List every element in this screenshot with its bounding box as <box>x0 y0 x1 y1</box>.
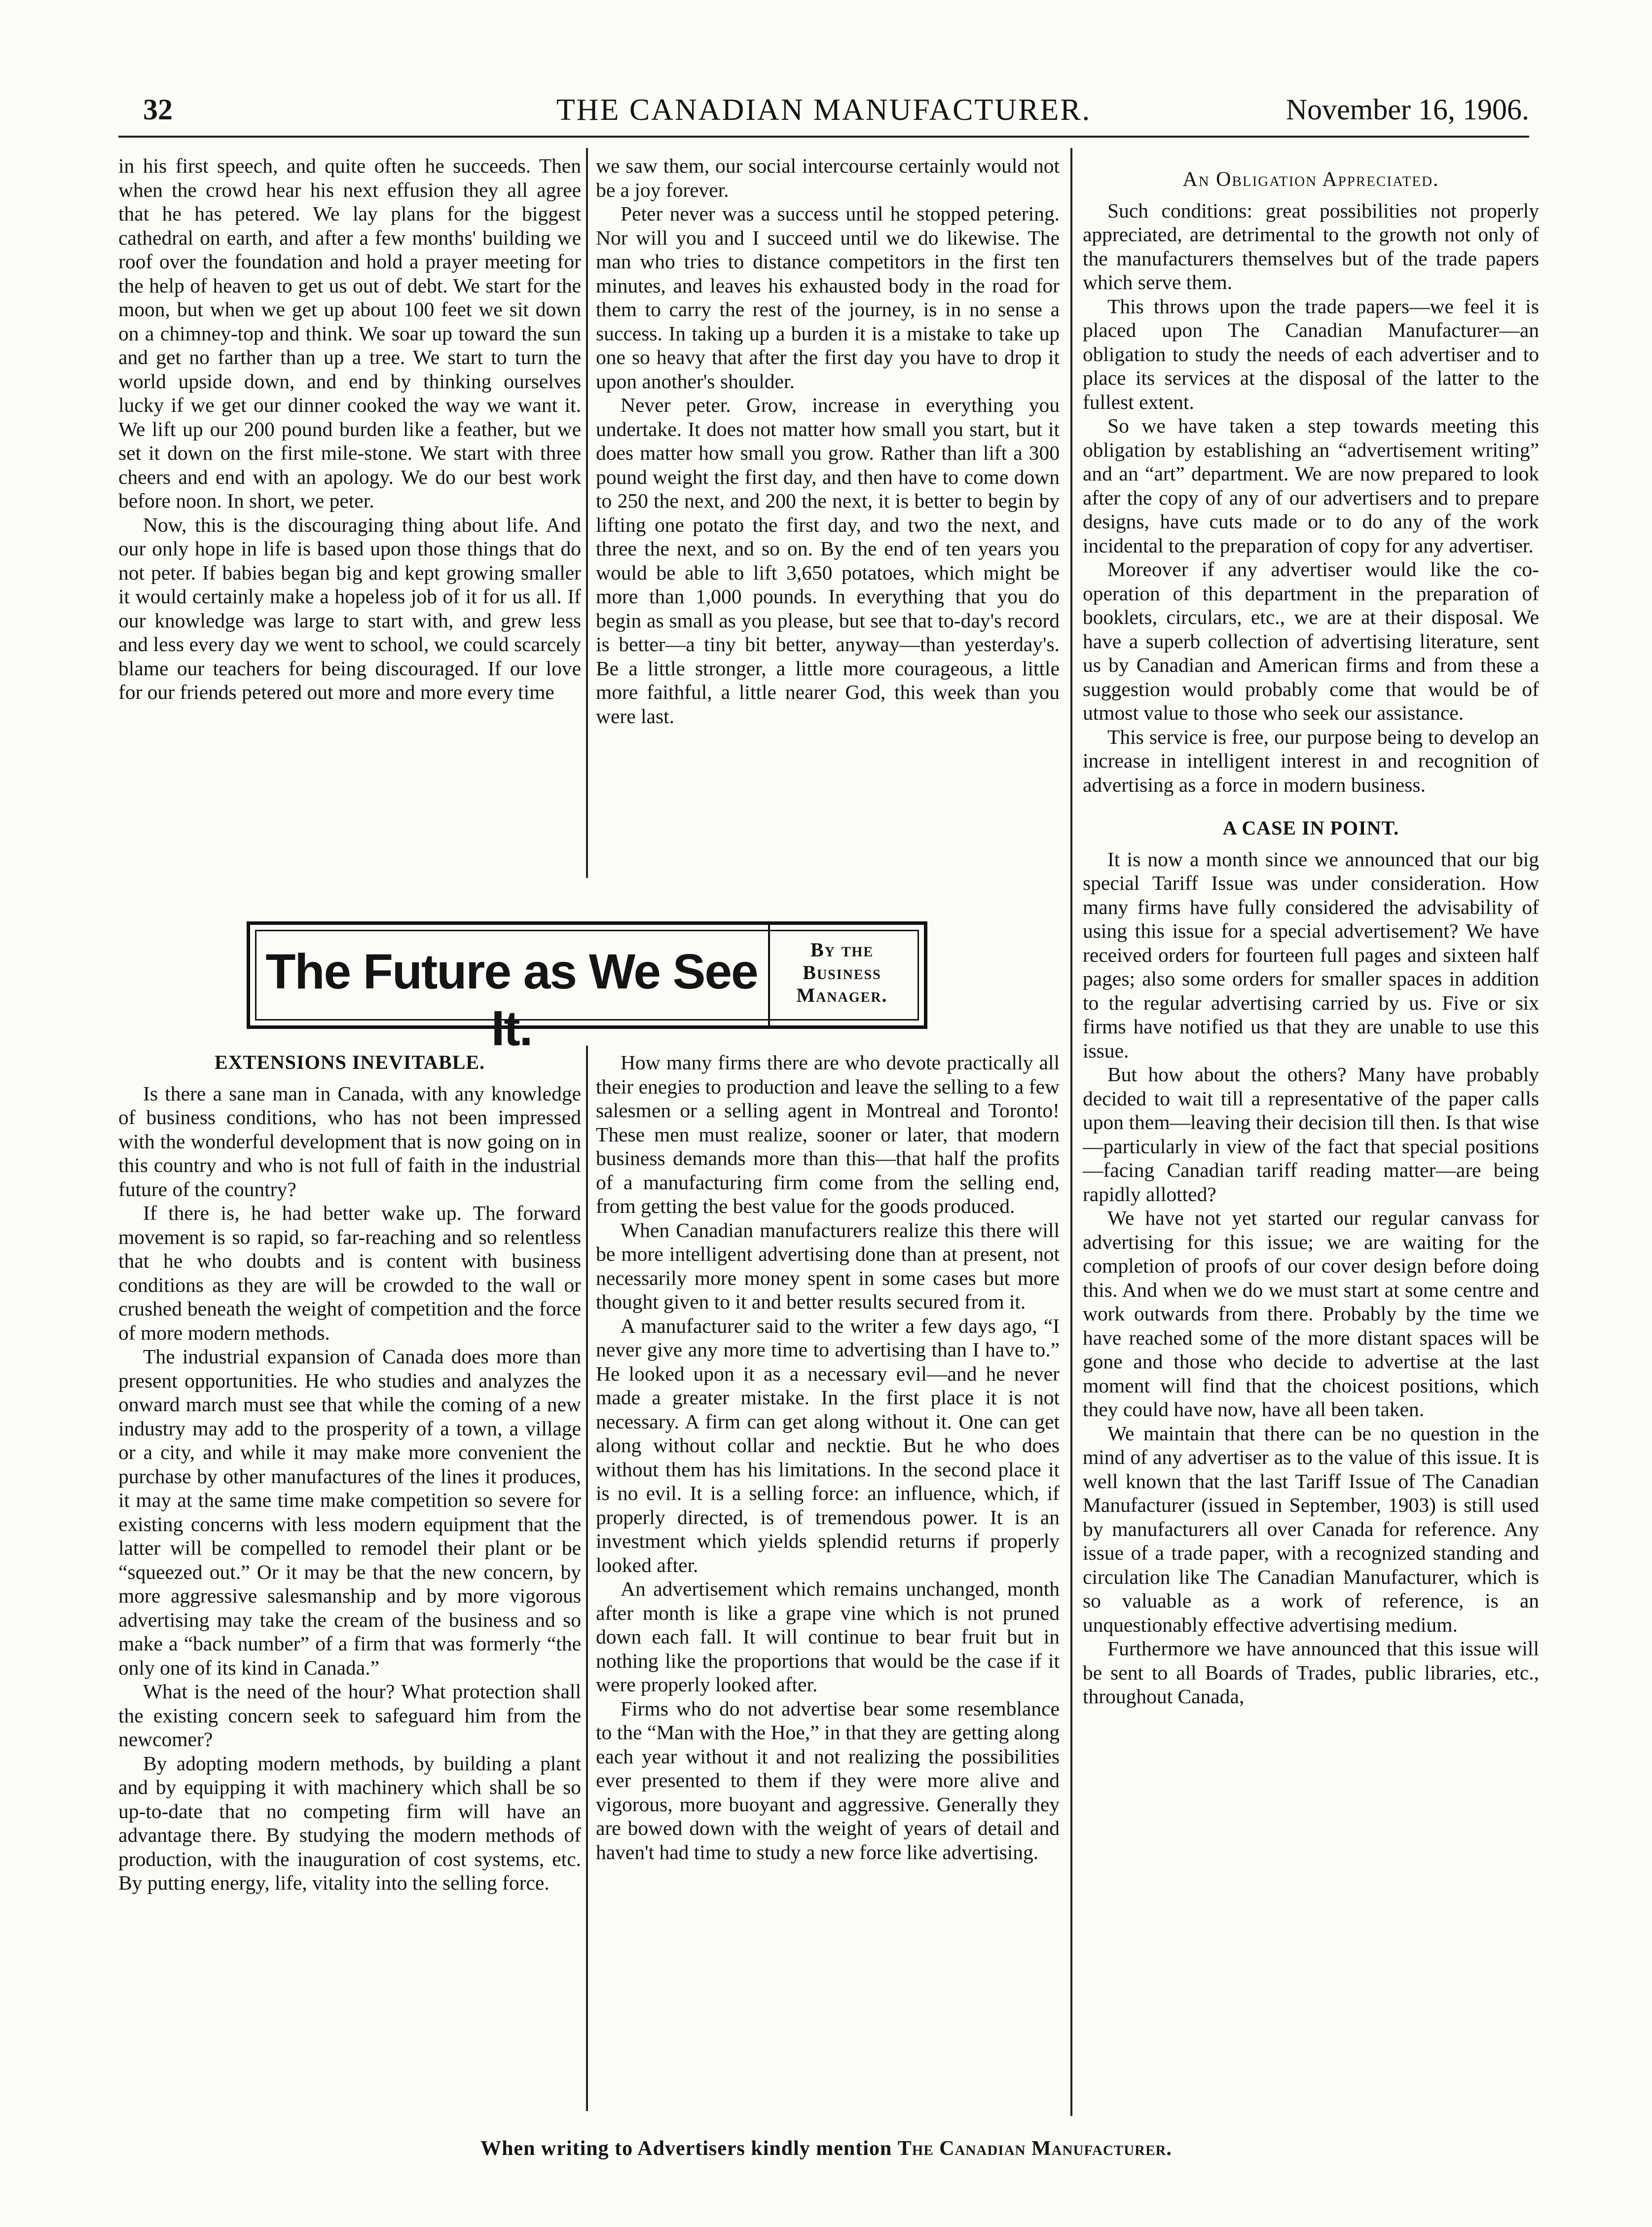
paragraph: We maintain that there can be no question in the mind of any advertiser as to the value of this issue. It is well known that the last Tariff Issue of The Canadian Manufacturer (issued in September, 1903) is still used by manufacturers all over Canada for reference. Any issue of a trade paper, with a recognized standing and circulation like The Canadian Manufacturer, which is so valuable as a work of reference, is an unquestionably effective advertising medium. <box>1083 1422 1539 1636</box>
paragraph: What is the need of the hour? What protection shall the existing concern seek to safeguard him from the newcomer? <box>118 1680 581 1751</box>
paragraph: If there is, he had better wake up. The forward movement is so rapid, so far-reaching and so relentless that he who doubts and is content with business conditions as they are will be crowded to the wall or crushed beneath the weight of competition and the force of more modern methods. <box>118 1202 581 1344</box>
publication-title: THE CANADIAN MANUFACTURER. <box>556 93 1092 127</box>
paragraph: An advertisement which remains unchanged, month after month is like a grape vine which is not pruned down each fall. It will continue to bear fruit but in nothing like the proportions that would be the case if it were properly looked after. <box>596 1577 1060 1696</box>
paragraph: Firms who do not advertise bear some resemblance to the “Man with the Hoe,” in that they are getting along each year without it and not realizing the possibilities ever presented to them if they were more alive and vigorous, more buoyant and aggressive. Generally they are bowed down with the weight of years of detail and haven't had time to study a new force like advertising. <box>596 1697 1060 1863</box>
section-gap <box>1083 797 1539 816</box>
byline-line: Manager. <box>796 984 888 1006</box>
page-header <box>118 89 1529 128</box>
paragraph: This throws upon the trade papers—we feel it is placed upon The Canadian Manufacturer—an obligation to study the needs of each advertiser and to place its services at the disposal of the latter to the fullest extent. <box>1083 294 1539 413</box>
paragraph: Now, this is the discouraging thing about life. And our only hope in life is based upon those things that do not peter. If babies began big and kept growing smaller it would certainly make a hopeless job of it for us all. If our knowledge was large to start with, and grew less and less every day we went to school, we could scarcely blame our teachers for being discouraged. If our love for our friends petered out more and more every time <box>118 513 581 703</box>
paragraph: When Canadian manufacturers realize this there will be more intelligent advertising done than at present, not necessarily more money spent in some cases but more thought given to it and better results secured from it. <box>596 1218 1060 1313</box>
issue-date: November 16, 1906. <box>1285 93 1529 126</box>
bottom-column-2 <box>596 1051 1060 1864</box>
page-footer <box>99 2137 1554 2160</box>
paragraph: A manufacturer said to the writer a few days ago, “I never give any more time to advertising than I have to.” He looked upon it as a necessary evil—and he never made a greater mistake. In the first place it is not necessary. A firm can get along without it. One can get along without collar and necktie. But he who does without them has his limitations. In the second place it is no evil. It is a selling force: an influence, which, if properly directed, is of tremendous power. It is an investment which yields splendid returns if properly looked after. <box>596 1314 1060 1576</box>
top-column-2 <box>596 154 1060 728</box>
section-banner <box>247 921 927 1056</box>
paragraph: Such conditions: great possibilities not properly appreciated, are detrimental to the growth not only of the manufacturers themselves but of the trade papers which serve them. <box>1083 199 1539 293</box>
section-heading: An Obligation Appreciated. <box>1182 168 1439 191</box>
page-number: 32 <box>143 93 173 126</box>
right-column <box>1083 168 1539 1709</box>
bottom-column-1 <box>118 1051 581 1895</box>
paragraph: Is there a sane man in Canada, with any knowledge of business conditions, who has not been impressed with the wonderful development that is now going on in this country and who is not full of faith in the industrial future of the country? <box>118 1082 581 1201</box>
paragraph: But how about the others? Many have probably decided to wait till a representative of the paper calls upon them—leaving their decision till then. Is that wise—particularly in view of the fact that special positions—facing Canadian tariff reading matter—are being rapidly allotted? <box>1083 1063 1539 1205</box>
paragraph: Furthermore we have announced that this issue will be sent to all Boards of Trades, public libraries, etc., throughout Canada, <box>1083 1637 1539 1708</box>
footer-text: When writing to Advertisers kindly mention <box>480 2137 892 2160</box>
byline-line: Business <box>803 961 881 984</box>
paragraph: in his first speech, and quite often he succeeds. Then when the crowd hear his next effusion they all agree that he has petered. We lay plans for the biggest cathedral on earth, and after a few months' building we roof over the foundation and hold a prayer meeting for the help of heaven to get us out of debt. We start for the moon, but when we get up about 100 feet we sit down on a chimney-top and think. We soar up toward the sun and get no farther than up a tree. We start to turn the world upside down, and end by thinking ourselves lucky if we get our dinner cooked the way we want it. We lift up our 200 pound burden like a feather, but we set it down on the first mile-stone. We start with three cheers and end with an apology. We do our best work before noon. In short, we peter. <box>118 154 581 512</box>
header-rule <box>118 136 1529 138</box>
section-heading: EXTENSIONS INEVITABLE. <box>214 1051 485 1073</box>
byline-line: By the <box>810 939 874 961</box>
column-divider <box>1070 148 1072 2116</box>
paragraph: The industrial expansion of Canada does more than present opportunities. He who studies and analyzes the onward march must see that while the coming of a new industry may add to the prosperity of a town, a village or a city, and while it may make more convenient the purchase by other manufactures of the lines it produces, it may at the same time make competition so severe for existing concerns with less modern equipment that the latter will be compelled to remodel their plant or be “squeezed out.” Or it may be that the new concern, by more aggressive salesmanship and by more vigorous advertising may take the cream of the business and so make a “back number” of a firm that was formerly “the only one of its kind in Canada.” <box>118 1345 581 1679</box>
section-heading: A CASE IN POINT. <box>1222 817 1399 839</box>
paragraph: Never peter. Grow, increase in everything you undertake. It does not matter how small you start, but it does matter how small you grow. Rather than lift a 300 pound weight the first day, and then have to come down to 250 the next, and 200 the next, it is better to begin by lifting one potato the first day, and two the next, and three the next, and so on. By the end of ten years you would be able to lift 3,650 potatoes, which might be more than 1,000 pounds. In everything that you do begin as small as you please, but see that to-day's record is better—a tiny bit better, anyway—than yesterday's. Be a little stronger, a little more courageous, a little more faithful, a little nearer God, this week than you were last. <box>596 394 1060 728</box>
paragraph: It is now a month since we announced that our big special Tariff Issue was under consideration. How many firms have fully considered the advisability of using this issue for a special advertisement? We have received orders for fourteen full pages and sixteen half pages; also some orders for smaller spaces in addition to the regular advertising carried by us. Five or six firms have notified us that they are unable to use this issue. <box>1083 847 1539 1062</box>
paragraph: By adopting modern methods, by building a plant and by equipping it with machinery which shall be so up-to-date that no competing firm will have an advantage there. By studying the modern methods of production, with the inauguration of cost systems, etc. By putting energy, life, vitality into the selling force. <box>118 1752 581 1894</box>
banner-divider <box>768 925 770 1025</box>
paragraph: we saw them, our social intercourse certainly would not be a joy forever. <box>596 154 1060 201</box>
top-column-1 <box>118 154 581 704</box>
paragraph: We have not yet started our regular canvass for advertising for this issue; we are waiting for the completion of proofs of our cover design before doing this. And when we do we must start at some centre and work outwards from there. Probably by the time we have reached some of the more distant spaces will be gone and those who decide to advertise at the last moment will find that the choicest positions, which they could have now, have all been taken. <box>1083 1206 1539 1421</box>
column-divider <box>586 1046 588 2111</box>
banner-title: The Future as We See It. <box>265 944 758 1056</box>
paragraph: Peter never was a success until he stopped petering. Nor will you and I succeed until we do likewise. The man who tries to distance competitors in the first ten minutes, and leaves his exhausted body in the road for them to carry the rest of the journey, is in no sense a success. In taking up a burden it is a mistake to take up one so heavy that after the first day you have to drop it upon another's shoulder. <box>596 202 1060 393</box>
paragraph: Moreover if any advertiser would like the co-operation of this department in the preparation of booklets, circulars, etc., we are at their disposal. We have a superb collection of advertising literature, sent us by Canadian and American firms and from these a suggestion would probably come that would be of utmost value to those who seek our assistance. <box>1083 558 1539 724</box>
footer-publication: The Canadian Manufacturer. <box>897 2137 1172 2160</box>
paragraph: How many firms there are who devote practically all their enegies to production and leave the selling to a few salesmen or a selling agent in Montreal and Toronto! These men must realize, sooner or later, that modern business demands more than this—that half the profits of a manufacturing firm come from the selling end, from getting the best value for the goods produced. <box>596 1051 1060 1217</box>
paragraph: This service is free, our purpose being to develop an increase in intelligent interest in and recognition of advertising as a force in modern business. <box>1083 725 1539 796</box>
paragraph: So we have taken a step towards meeting this obligation by establishing an “advertisement writing” and an “art” department. We are now prepared to look after the copy of any of our advertisers and to prepare designs, have cuts made or to do any of the work incidental to the preparation of copy for any advertiser. <box>1083 414 1539 557</box>
banner-byline <box>780 939 904 1007</box>
column-divider <box>586 148 588 878</box>
